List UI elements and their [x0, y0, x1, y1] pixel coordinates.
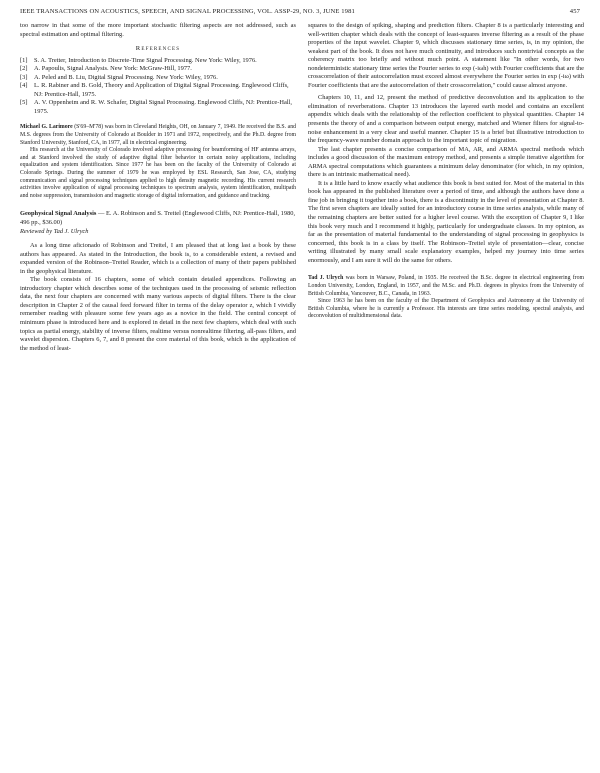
review-paragraph: The last chapter presents a concise comparison of MA, AR, and ARMA spectral methods which includes a good discussion of the maximum entropy method, and presents a simple iterative algorithm for ARMA spectral computations which guarantees a minimum delay denominator (for which, in my opinion, there is an intrinsic mathematical need). — [308, 145, 584, 179]
review-paragraph: squares to the design of spiking, shaping and prediction filters. Chapter 8 is a particularly interesting and well-written chapter which deals with the concept of least-squares inverse filtering as a result of the phase properties of the input wavelet. Chapter 9, which discusses stationary time series, is, in my opinion, the weakest part of the book. It does not have much continuity, and introduces such nontrivial concepts as the coherency matrix too briefly and without much point. A statement like "In other words, for two nondeterministic stationary time series the Fourier series to exp (-iωh) with Fourier coefficients that are the crosscorrelation of their autocorrelation must exceed almost everywhere the Fourier series in exp (-iω) with Fourier coefficients that are the autocorrelation of their crosscorrelation," could cause almost anyone. — [308, 22, 584, 89]
author-bio-ulrych — [308, 275, 584, 321]
references-heading: References — [135, 45, 181, 53]
bio-name: Michael G. Larimore — [20, 124, 73, 131]
review-paragraph: Chapters 10, 11, and 12, present the method of predictive deconvolution and its application to the elimination of reverberations. Chapter 13 introduces the layered earth model and contains an excellent appendix which deals with the relationship of the reflection coefficient to physical quantities. Chapter 14 presents the theory of and a comparison between output energy, matched and Wiener filters for signal-to-noise enhancement in a very clear and useful manner. Chapter 15 is a brief but illustrative introduction to the frequency-wave number domain approach to the important topic of migration. — [308, 94, 584, 145]
bio-text: was born in Warsaw, Poland, in 1935. He received the B.Sc. degree in electrical engineering from London University, London, England, in 1957, and the M.Sc. and Ph.D. degrees in physics from the University of British Columbia, Vancouver, B.C., Canada, in 1963. — [308, 275, 585, 297]
reference-item: [3] A. Peled and B. Liu, Digital Signal Processing. New York: Wiley, 1976. — [20, 73, 218, 81]
reviewer-line: Reviewed by Tad J. Ulrych — [20, 227, 89, 235]
reference-item: [1] S. A. Tretter, Introduction to Discrete-Time Signal Processing. New York: Wiley, 1976. — [20, 56, 257, 64]
review-paragraph: The book consists of 16 chapters, some of which contain detailed appendices. Following an introductory chapter which describes some of the techniques used in the processing of seismic reflection data, the next four chapters are concerned with many various aspects of digital filters. There is the clear description in Chapter 2 of the causal feed forward filter in terms of the delay operator z, which I vividly remember reading with pleasure some few years ago as a novice in the field. The central concept of minimum phase is introduced here and is explored in detail in the next few chapters, which deal with such topics as partial energy, stability of inverse filters, realtime versus nonrealtime filtering, all-pass filters, and wavelet dispersion. Chapters 6, 7, and 8 present the core material of this book, which is the application of the method of least- — [20, 276, 296, 352]
bio-text: (S'69–M'78) was born in Cleveland Heights, OH, on January 7, 1949. He received the B.S. and M.S. degrees from the University of Colorado at Boulder in 1971 and 1972, respectively, and the Ph.D. degree from Stanford University, Stanford, CA, in 1977, all in electrical engineering. — [20, 124, 296, 146]
author-bio-larimore — [20, 124, 296, 200]
book-details: E. A. Robinson and S. Treitel (Englewood Cliffs, NJ: Prentice-Hall, 1980, 496 pp., $36.00) — [20, 210, 296, 226]
bio-name: Tad J. Ulrych — [308, 275, 344, 282]
bio-text: His research at the University of Colorado involved adaptive processing for beamforming of HF antenna arrays, and at Stanford involved the study of adaptive digital filter behavior in certain noisy applications, including equalization and system identification. Since 1977 he has been on the faculty of the University of Colorado at Colorado Springs. During the summer of 1979 he was employed by ESL Research, San Jose, CA, studying communication and signal processing techniques applied to high density magnetic recording. His current research activities involve application of signal processing techniques to spectrum analysis, system identification, multipath and noise suppression, transmission and magnetic storage of digital information, and guidance and tracking. — [20, 147, 296, 199]
page-number: 457 — [569, 8, 580, 15]
review-heading: Geophysical Signal Analysis — E. A. Robinson and S. Treitel (Englewood Cliffs, NJ: Prentice-Hall, 1980, 496 pp., $36.00) — [20, 210, 296, 226]
running-header — [20, 8, 580, 18]
reference-item: [2] A. Papoulis, Signal Analysis. New York: McGraw-Hill, 1977. — [20, 65, 192, 73]
references-list — [20, 57, 296, 117]
bio-text: Since 1963 he has been on the faculty of the Department of Geophysics and Astronomy at the University of British Columbia, where he is currently a Professor. His interests are time series modeling, spectral analysis, and deconvolution of multidimensional data. — [308, 298, 584, 320]
book-title: Geophysical Signal Analysis — [20, 210, 97, 218]
review-paragraph: It is a little hard to know exactly what audience this book is best suited for. Most of the material in this book has appeared in the published literature over a period of time, and although the authors have done a fine job in bringing it together into a book, there is a discontinuity in the level of presentation at Chapter 8. The first seven chapters are ideally suited for an introductory course in time series analysis, while many of the remaining chapters are better suited for a higher level course. With the exception of Chapter 9, I like this book very much and I recommend it highly, particularly for undergraduate classes. In my opinion, as far as the presentation of material fundamental to the understanding of signal processing in geophysics is concerned, this book is in a class by itself. The Robinson–Treitel style of presentation—clear, concise writing illustrated by many small scale explanatory examples, helped my journey into time series enormously, and I am sure it will do the same for others. — [308, 179, 584, 264]
right-column — [308, 22, 584, 321]
left-column — [20, 22, 296, 353]
intro-paragraph: too narrow in that some of the more important stochastic filtering aspects are not addressed, such as spectral estimation and optimal filtering. — [20, 22, 296, 38]
journal-header-title: IEEE TRANSACTIONS ON ACOUSTICS, SPEECH, AND SIGNAL PROCESSING, VOL. ASSP-29, NO. 3, JUNE 1981 — [20, 8, 355, 15]
review-paragraph: As a long time aficionado of Robinson and Treitel, I am pleased that at long last a book by these authors has appeared. As stated in the Introduction, the book is, to a considerable extent, a revised and expanded version of the Robinson–Treitel Reader, which is a collection of many of their papers published in the geophysical literature. — [20, 242, 296, 275]
reference-item: [4] L. R. Rabiner and B. Gold, Theory and Application of Digital Signal Processing. Englewood Cliffs, NJ: Prentice-Hall, 1975. — [20, 82, 289, 98]
reference-item: [5] A. V. Oppenheim and R. W. Schafer, Digital Signal Processing. Englewood Cliffs, NJ: Prentice-Hall, 1975. — [20, 99, 293, 115]
